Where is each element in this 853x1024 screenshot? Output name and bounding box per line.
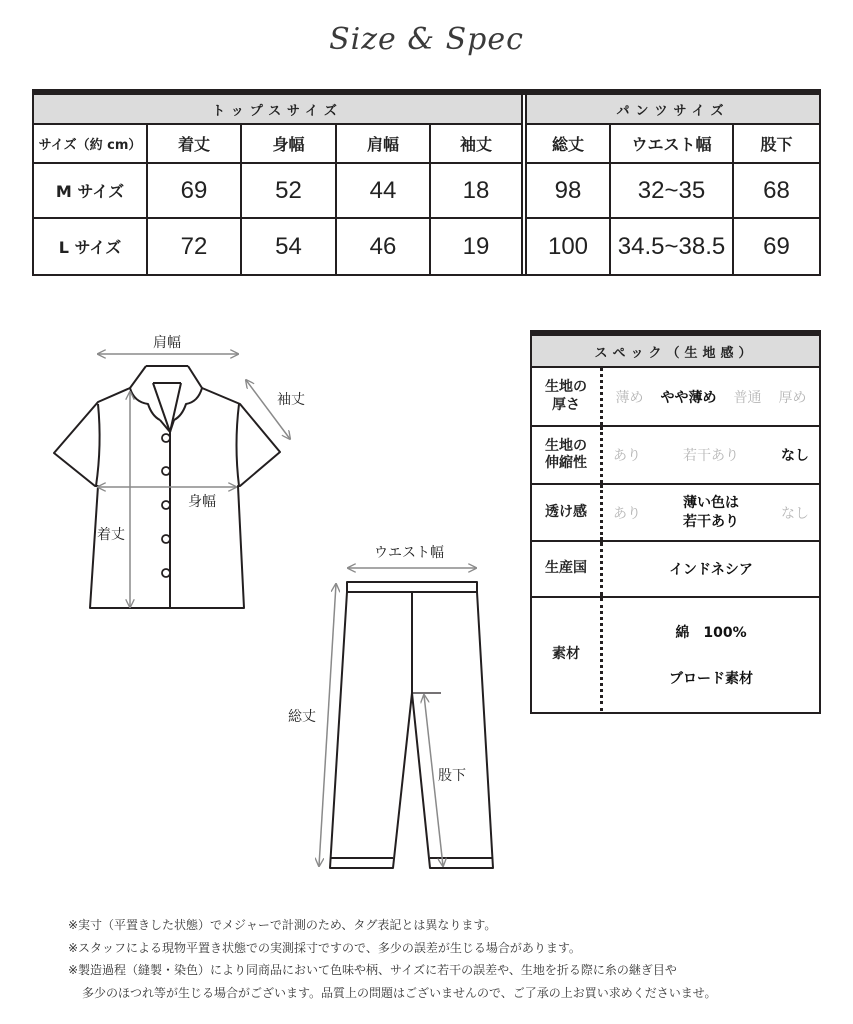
- waist-width-label: ウエスト幅: [374, 545, 444, 561]
- spec-table: [530, 330, 821, 714]
- table-cell: 44: [337, 164, 431, 217]
- spec-option: 普通: [733, 389, 762, 406]
- shoulder-width-label: 肩幅: [153, 335, 181, 351]
- pants-size-block: [525, 95, 819, 274]
- total-length-label: 総丈: [288, 709, 316, 725]
- tops-column-headers: [34, 125, 521, 164]
- table-cell: 54: [242, 219, 337, 274]
- table-cell: 69: [763, 232, 790, 260]
- size-label: L サイズ: [34, 219, 148, 274]
- size-unit-header: サイズ（約 cm）: [34, 125, 148, 162]
- tops-size-header: トップスサイズ: [34, 95, 521, 125]
- pants-size-header: パンツサイズ: [527, 95, 819, 125]
- column-header: 身幅: [242, 125, 337, 162]
- notes: [68, 914, 716, 1004]
- table-cell: 98: [527, 164, 611, 217]
- body-width-label: 身幅: [188, 494, 216, 510]
- shirt-diagram: [40, 320, 320, 620]
- note-line: ※スタッフによる現物平置き状態での実測採寸ですので、多少の誤差が生じる場合があります。: [68, 940, 581, 955]
- table-cell: 69: [148, 164, 242, 217]
- note-line: 多少のほつれ等が生じる場合がございます。品質上の問題はございませんので、ご了承の上お買い求めくださいませ。: [82, 985, 717, 1000]
- tops-size-block: [34, 95, 523, 274]
- table-cell: 68: [763, 176, 790, 204]
- table-row: [527, 164, 819, 219]
- column-header: 総丈: [527, 125, 611, 162]
- column-header: 肩幅: [337, 125, 431, 162]
- pants-illustration-icon: [280, 530, 500, 880]
- note-line: ※実寸（平置きした状態）でメジャーで計測のため、タグ表記とは異なります。: [68, 918, 497, 932]
- spec-label: 生地の 伸縮性: [532, 427, 603, 483]
- spec-option: 薄め: [615, 389, 644, 406]
- spec-option-selected: なし: [781, 448, 809, 464]
- column-header: 股下: [760, 135, 793, 154]
- spec-option: 若干あり: [683, 448, 739, 464]
- table-cell: 32~35: [611, 164, 734, 217]
- size-label: M サイズ: [34, 164, 148, 217]
- sleeve-length-label: 袖丈: [277, 392, 305, 408]
- table-row: [527, 219, 819, 274]
- inseam-label: 股下: [438, 768, 466, 784]
- table-cell: 72: [148, 219, 242, 274]
- table-cell: 34.5~38.5: [611, 219, 734, 274]
- origin-value: インドネシア: [669, 562, 753, 578]
- spec-option-selected: やや薄め: [660, 389, 717, 406]
- spec-row-transparency: [532, 485, 819, 542]
- spec-row-origin: [532, 542, 819, 598]
- pants-diagram: [280, 530, 500, 880]
- note-line: ※製造過程（縫製・染色）により同商品において色味や柄、サイズに若干の誤差や、生地を折る際に糸の継ぎ目や: [68, 963, 677, 977]
- spec-row-stretch: [532, 427, 819, 485]
- table-cell: 52: [242, 164, 337, 217]
- spec-row-thickness: [532, 368, 819, 427]
- page-title: Size & Spec: [329, 22, 524, 57]
- spec-option-selected: 薄い色は 若干あり: [683, 494, 739, 530]
- column-header: 着丈: [148, 125, 242, 162]
- spec-label: 生地の 厚さ: [532, 368, 603, 425]
- spec-header: スペック（生地感）: [532, 336, 819, 368]
- size-table: [32, 89, 821, 276]
- material-type: ブロード素材: [669, 670, 753, 687]
- spec-option: 厚め: [778, 389, 807, 406]
- spec-option: あり: [613, 505, 641, 522]
- pants-column-headers: [527, 125, 819, 164]
- shirt-illustration-icon: [40, 320, 320, 620]
- spec-label: 透け感: [532, 485, 603, 540]
- spec-option: あり: [613, 448, 641, 464]
- table-row: [34, 164, 521, 219]
- column-header: 袖丈: [459, 135, 492, 154]
- column-header: ウエスト幅: [611, 125, 734, 162]
- material-value: 綿 100%: [675, 624, 747, 641]
- table-cell: 46: [337, 219, 431, 274]
- spec-label: 生産国: [532, 542, 603, 596]
- table-cell: 18: [462, 176, 490, 204]
- spec-row-material: [532, 598, 819, 711]
- table-cell: 19: [462, 232, 490, 260]
- table-row: [34, 219, 521, 274]
- spec-option: なし: [781, 505, 809, 522]
- length-label: 着丈: [97, 527, 125, 543]
- table-cell: 100: [527, 219, 611, 274]
- spec-label: 素材: [532, 598, 603, 711]
